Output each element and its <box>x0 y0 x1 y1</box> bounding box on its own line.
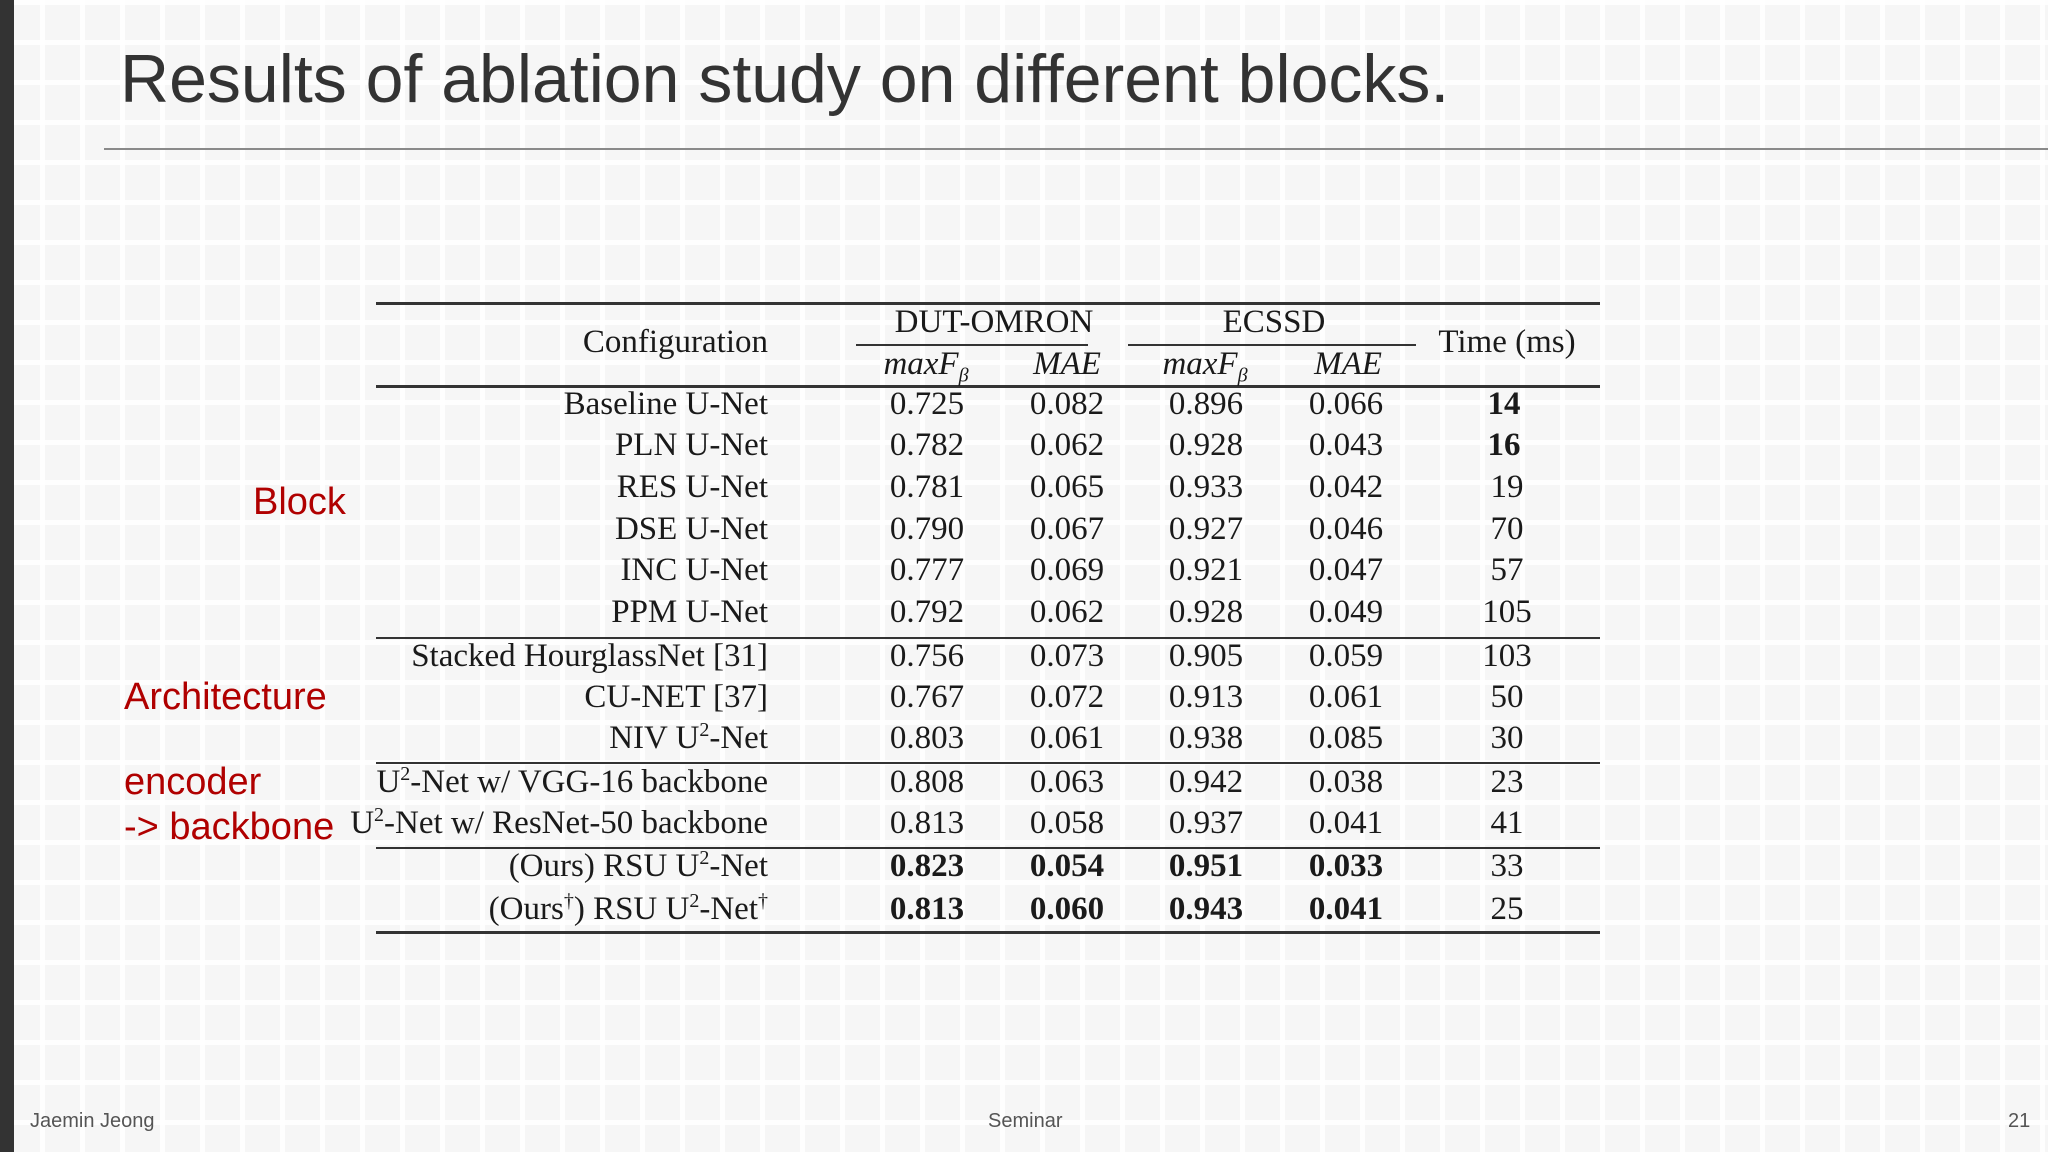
cell-ecssd-mae: 0.046 <box>1308 511 1384 547</box>
cell-dut-maxf: 0.782 <box>889 427 965 463</box>
row-config: (Ours†) RSU $U^2-Net^\dagger$ <box>488 890 768 927</box>
footer-page-number: 21 <box>2008 1110 2031 1132</box>
cell-dut-maxf: 0.790 <box>889 511 965 547</box>
cell-ecssd-mae: 0.038 <box>1308 764 1384 800</box>
cell-time: 30 <box>1490 720 1524 756</box>
cell-dut-mae: 0.058 <box>1029 805 1105 841</box>
cell-dut-mae: 0.062 <box>1029 594 1105 630</box>
row-config: INC U-Net <box>620 552 768 588</box>
cell-ecssd-maxf: 0.896 <box>1168 386 1244 422</box>
row-config: Stacked HourglassNet [31] <box>411 638 768 674</box>
row-config: (Ours) RSU $U^2$-Net <box>508 847 768 884</box>
cell-dut-maxf: 0.777 <box>889 552 965 588</box>
cell-time: 23 <box>1490 764 1524 800</box>
footer-author: Jaemin Jeong <box>30 1110 155 1132</box>
cell-ecssd-maxf: 0.921 <box>1168 552 1244 588</box>
cell-dut-mae: 0.063 <box>1029 764 1105 800</box>
cell-ecssd-maxf: 0.928 <box>1168 594 1244 630</box>
cell-time: 105 <box>1482 594 1532 630</box>
cell-dut-mae: 0.065 <box>1029 469 1105 505</box>
cell-ecssd-maxf: 0.928 <box>1168 427 1244 463</box>
label-block: Block <box>253 481 346 523</box>
cell-ecssd-maxf: 0.938 <box>1168 720 1244 756</box>
cell-ecssd-maxf: 0.933 <box>1168 469 1244 505</box>
cell-time: 16 <box>1487 427 1521 463</box>
cell-ecssd-mae: 0.042 <box>1308 469 1384 505</box>
cell-ecssd-maxf: 0.943 <box>1168 891 1244 927</box>
cell-time: 41 <box>1490 805 1524 841</box>
header-ecssd-maxf: maxF$_\beta$ <box>1162 346 1248 387</box>
cell-ecssd-mae: 0.061 <box>1308 679 1384 715</box>
cell-time: 50 <box>1490 679 1524 715</box>
cell-ecssd-maxf: 0.905 <box>1168 638 1244 674</box>
cell-ecssd-maxf: 0.942 <box>1168 764 1244 800</box>
row-config: Baseline U-Net <box>563 386 768 422</box>
ablation-table <box>350 302 1600 934</box>
header-ecssd-mae: MAE <box>1314 346 1382 382</box>
cell-dut-maxf: 0.767 <box>889 679 965 715</box>
cell-time: 19 <box>1490 469 1524 505</box>
header-time: Time (ms) <box>1438 324 1576 360</box>
cell-ecssd-mae: 0.047 <box>1308 552 1384 588</box>
header-ecssd: ECSSD <box>1222 304 1326 340</box>
row-config: CU-NET [37] <box>584 679 768 715</box>
title-divider <box>104 148 2048 150</box>
cell-ecssd-mae: 0.041 <box>1308 891 1384 927</box>
cell-ecssd-mae: 0.085 <box>1308 720 1384 756</box>
cell-ecssd-maxf: 0.913 <box>1168 679 1244 715</box>
label-encoder: encoder <box>124 761 262 803</box>
cell-dut-maxf: 0.808 <box>889 764 965 800</box>
cell-ecssd-maxf: 0.937 <box>1168 805 1244 841</box>
header-dut-omron: DUT-OMRON <box>894 304 1094 340</box>
label-backbone: -> backbone <box>124 806 335 848</box>
cell-dut-maxf: 0.823 <box>889 848 965 884</box>
cell-dut-maxf: 0.813 <box>889 805 965 841</box>
cell-time: 25 <box>1490 891 1524 927</box>
cell-dut-maxf: 0.813 <box>889 891 965 927</box>
cell-ecssd-mae: 0.041 <box>1308 805 1384 841</box>
cell-dut-mae: 0.054 <box>1029 848 1105 884</box>
row-config: DSE U-Net <box>614 511 768 547</box>
cell-dut-maxf: 0.725 <box>889 386 965 422</box>
cell-time: 14 <box>1487 386 1521 422</box>
row-config: PPM U-Net <box>611 594 768 630</box>
row-config: $U^2$-Net w/ ResNet-50 backbone <box>350 804 768 841</box>
cell-dut-mae: 0.067 <box>1029 511 1105 547</box>
cell-ecssd-maxf: 0.951 <box>1168 848 1244 884</box>
cell-dut-maxf: 0.792 <box>889 594 965 630</box>
cell-ecssd-mae: 0.049 <box>1308 594 1384 630</box>
cell-dut-mae: 0.073 <box>1029 638 1105 674</box>
cell-ecssd-mae: 0.043 <box>1308 427 1384 463</box>
cell-dut-maxf: 0.756 <box>889 638 965 674</box>
label-architecture: Architecture <box>124 676 327 718</box>
cell-dut-maxf: 0.781 <box>889 469 965 505</box>
cell-ecssd-mae: 0.066 <box>1308 386 1384 422</box>
header-dut-mae: MAE <box>1033 346 1101 382</box>
cell-time: 103 <box>1482 638 1532 674</box>
cell-dut-mae: 0.062 <box>1029 427 1105 463</box>
cell-ecssd-mae: 0.033 <box>1308 848 1384 884</box>
cell-ecssd-mae: 0.059 <box>1308 638 1384 674</box>
row-config: $U^2$-Net w/ VGG-16 backbone <box>376 763 768 800</box>
cell-time: 70 <box>1490 511 1524 547</box>
cell-dut-maxf: 0.803 <box>889 720 965 756</box>
row-config: PLN U-Net <box>614 427 768 463</box>
footer-event: Seminar <box>988 1110 1063 1132</box>
cell-dut-mae: 0.082 <box>1029 386 1105 422</box>
cell-dut-mae: 0.060 <box>1029 891 1105 927</box>
cell-time: 33 <box>1490 848 1524 884</box>
row-config: RES U-Net <box>616 469 768 505</box>
header-configuration: Configuration <box>582 324 768 360</box>
table-bottom-rule <box>376 931 1600 934</box>
header-bottom-rule <box>376 385 1600 388</box>
cell-ecssd-maxf: 0.927 <box>1168 511 1244 547</box>
row-config: NIV $U^2$-Net <box>609 719 768 756</box>
cell-time: 57 <box>1490 552 1524 588</box>
header-dut-maxf: maxF$_\beta$ <box>883 346 969 387</box>
cell-dut-mae: 0.072 <box>1029 679 1105 715</box>
left-edge-bar <box>0 0 14 1152</box>
cell-dut-mae: 0.061 <box>1029 720 1105 756</box>
cell-dut-mae: 0.069 <box>1029 552 1105 588</box>
slide-title: Results of ablation study on different blocks. <box>120 41 1450 117</box>
